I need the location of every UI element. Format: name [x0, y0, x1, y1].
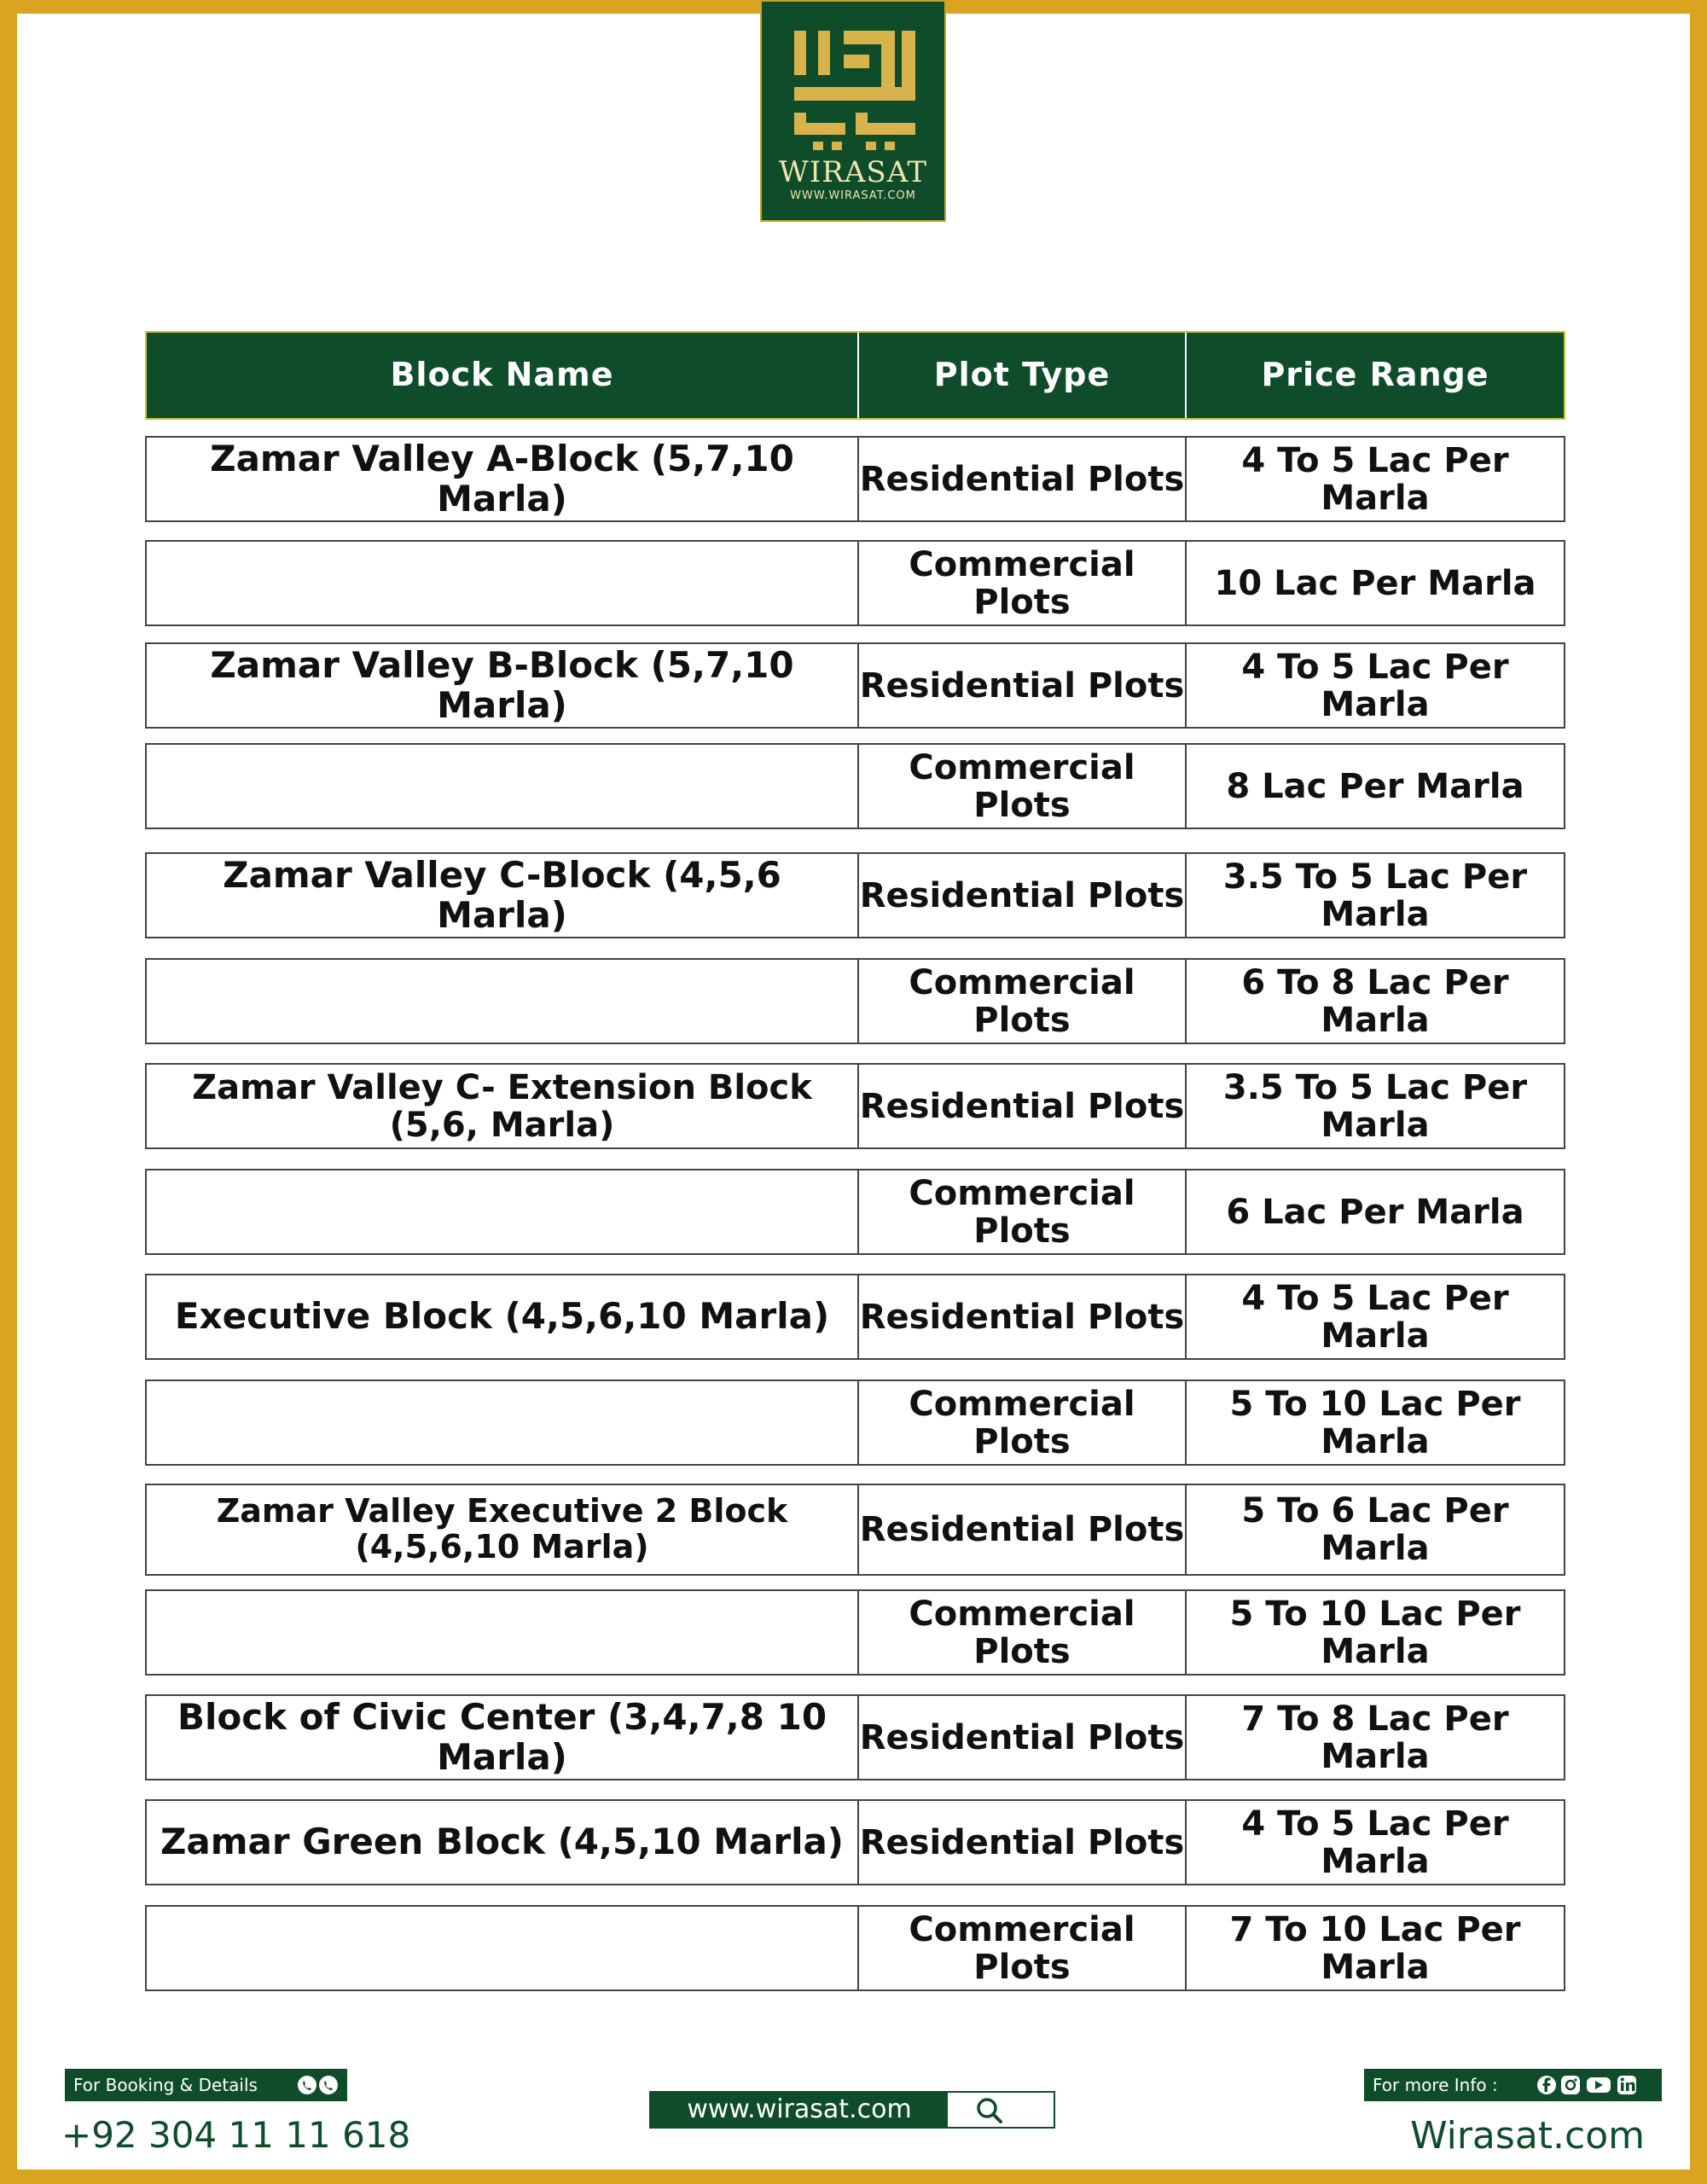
youtube-icon[interactable]	[1587, 2077, 1611, 2093]
linkedin-icon[interactable]	[1617, 2076, 1636, 2094]
calligraphy-mark	[762, 2, 948, 155]
booking-label-bar	[65, 2069, 347, 2101]
block-name-cell: Zamar Valley A-Block (5,7,10 Marla)	[147, 438, 859, 520]
info-label-bar	[1364, 2069, 1662, 2101]
price-range-cell: 4 To 5 Lac Per Marla	[1241, 440, 1509, 518]
block-name-cell: Zamar Green Block (4,5,10 Marla)	[147, 1801, 859, 1884]
plot-type-cell: Commercial Plots	[859, 1170, 1187, 1253]
price-range-cell: 7 To 10 Lac Per Marla	[1229, 1909, 1521, 1987]
table-row	[145, 642, 1565, 729]
price-range-cell: 3.5 To 5 Lac Per Marla	[1222, 857, 1528, 934]
flyer-page	[17, 14, 1690, 2169]
block-name-cell	[147, 1591, 859, 1674]
block-name-cell	[147, 1170, 859, 1253]
search-icon[interactable]	[975, 2096, 1004, 2125]
table-row	[145, 1694, 1565, 1780]
table-row	[145, 1169, 1565, 1255]
plot-type-cell: Residential Plots	[859, 854, 1187, 937]
price-range-cell: 4 To 5 Lac Per Marla	[1241, 1804, 1509, 1881]
table-row	[145, 540, 1565, 626]
header-block-name: Block Name	[147, 333, 859, 418]
block-name-cell	[147, 542, 859, 624]
table-header	[145, 331, 1565, 420]
block-name-cell	[147, 1381, 859, 1464]
plot-type-cell: Residential Plots	[859, 1801, 1187, 1884]
table-row	[145, 1589, 1565, 1676]
block-name-cell: Zamar Valley B-Block (5,7,10 Marla)	[147, 644, 859, 727]
block-name-cell: Zamar Valley C-Block (4,5,6 Marla)	[147, 854, 859, 937]
website-search-bar[interactable]	[649, 2091, 1055, 2129]
plot-type-cell: Residential Plots	[859, 1485, 1187, 1574]
table-row	[145, 436, 1565, 522]
plot-type-cell: Residential Plots	[859, 438, 1187, 520]
price-range-cell: 6 To 8 Lac Per Marla	[1241, 962, 1509, 1040]
brand-logo	[760, 0, 946, 222]
price-range-cell: 3.5 To 5 Lac Per Marla	[1222, 1067, 1528, 1145]
brand-name: WIRASAT	[778, 155, 928, 189]
plot-type-cell: Residential Plots	[859, 1275, 1187, 1358]
price-range-cell: 4 To 5 Lac Per Marla	[1241, 1278, 1509, 1356]
price-range-cell: 8 Lac Per Marla	[1226, 766, 1524, 806]
header-plot-type: Plot Type	[859, 333, 1187, 418]
plot-type-cell: Residential Plots	[859, 1065, 1187, 1147]
price-range-cell: 5 To 6 Lac Per Marla	[1241, 1491, 1509, 1568]
facebook-icon[interactable]	[1537, 2076, 1556, 2094]
plot-type-cell: Commercial Plots	[859, 960, 1187, 1043]
table-row	[145, 1484, 1565, 1576]
brand-url: WWW.WIRASAT.COM	[790, 189, 916, 202]
website-text[interactable]: Wirasat.com	[1410, 2114, 1645, 2158]
table-row	[145, 958, 1565, 1044]
block-name-cell	[147, 960, 859, 1043]
block-name-cell	[147, 1907, 859, 1989]
search-url[interactable]: www.wirasat.com	[651, 2093, 948, 2127]
block-name-cell: Zamar Valley Executive 2 Block (4,5,6,10 Marla)	[147, 1485, 859, 1574]
instagram-icon[interactable]	[1561, 2076, 1580, 2094]
contact-icons	[296, 2074, 340, 2106]
whatsapp-icon	[298, 2076, 316, 2094]
plot-type-cell: Commercial Plots	[859, 542, 1187, 624]
table-row	[145, 1905, 1565, 1991]
phone-number[interactable]: +92 304 11 11 618	[61, 2114, 411, 2156]
info-label: For more Info :	[1373, 2075, 1498, 2095]
plot-type-cell: Residential Plots	[859, 644, 1187, 727]
header-price-range: Price Range	[1261, 356, 1489, 394]
price-range-cell: 4 To 5 Lac Per Marla	[1241, 647, 1509, 724]
block-name-cell: Zamar Valley C- Extension Block (5,6, Marla)	[147, 1065, 859, 1147]
social-icons	[1536, 2074, 1655, 2106]
booking-label: For Booking & Details	[73, 2075, 258, 2095]
table-row	[145, 1380, 1565, 1466]
price-range-cell: 7 To 8 Lac Per Marla	[1241, 1699, 1509, 1776]
block-name-cell	[147, 745, 859, 828]
plot-type-cell: Commercial Plots	[859, 1591, 1187, 1674]
table-row	[145, 743, 1565, 829]
phone-icon	[319, 2076, 338, 2094]
price-range-cell: 5 To 10 Lac Per Marla	[1229, 1384, 1521, 1461]
plot-type-cell: Commercial Plots	[859, 1381, 1187, 1464]
plot-type-cell: Commercial Plots	[859, 745, 1187, 828]
table-row	[145, 1799, 1565, 1885]
price-range-cell: 5 To 10 Lac Per Marla	[1229, 1594, 1521, 1671]
price-range-cell: 10 Lac Per Marla	[1214, 563, 1536, 603]
table-row	[145, 852, 1565, 938]
block-name-cell: Block of Civic Center (3,4,7,8 10 Marla)	[147, 1696, 859, 1779]
plot-type-cell: Residential Plots	[859, 1696, 1187, 1779]
price-range-cell: 6 Lac Per Marla	[1226, 1192, 1524, 1232]
table-row	[145, 1063, 1565, 1149]
plot-type-cell: Commercial Plots	[859, 1907, 1187, 1989]
block-name-cell: Executive Block (4,5,6,10 Marla)	[147, 1275, 859, 1358]
table-row	[145, 1274, 1565, 1360]
